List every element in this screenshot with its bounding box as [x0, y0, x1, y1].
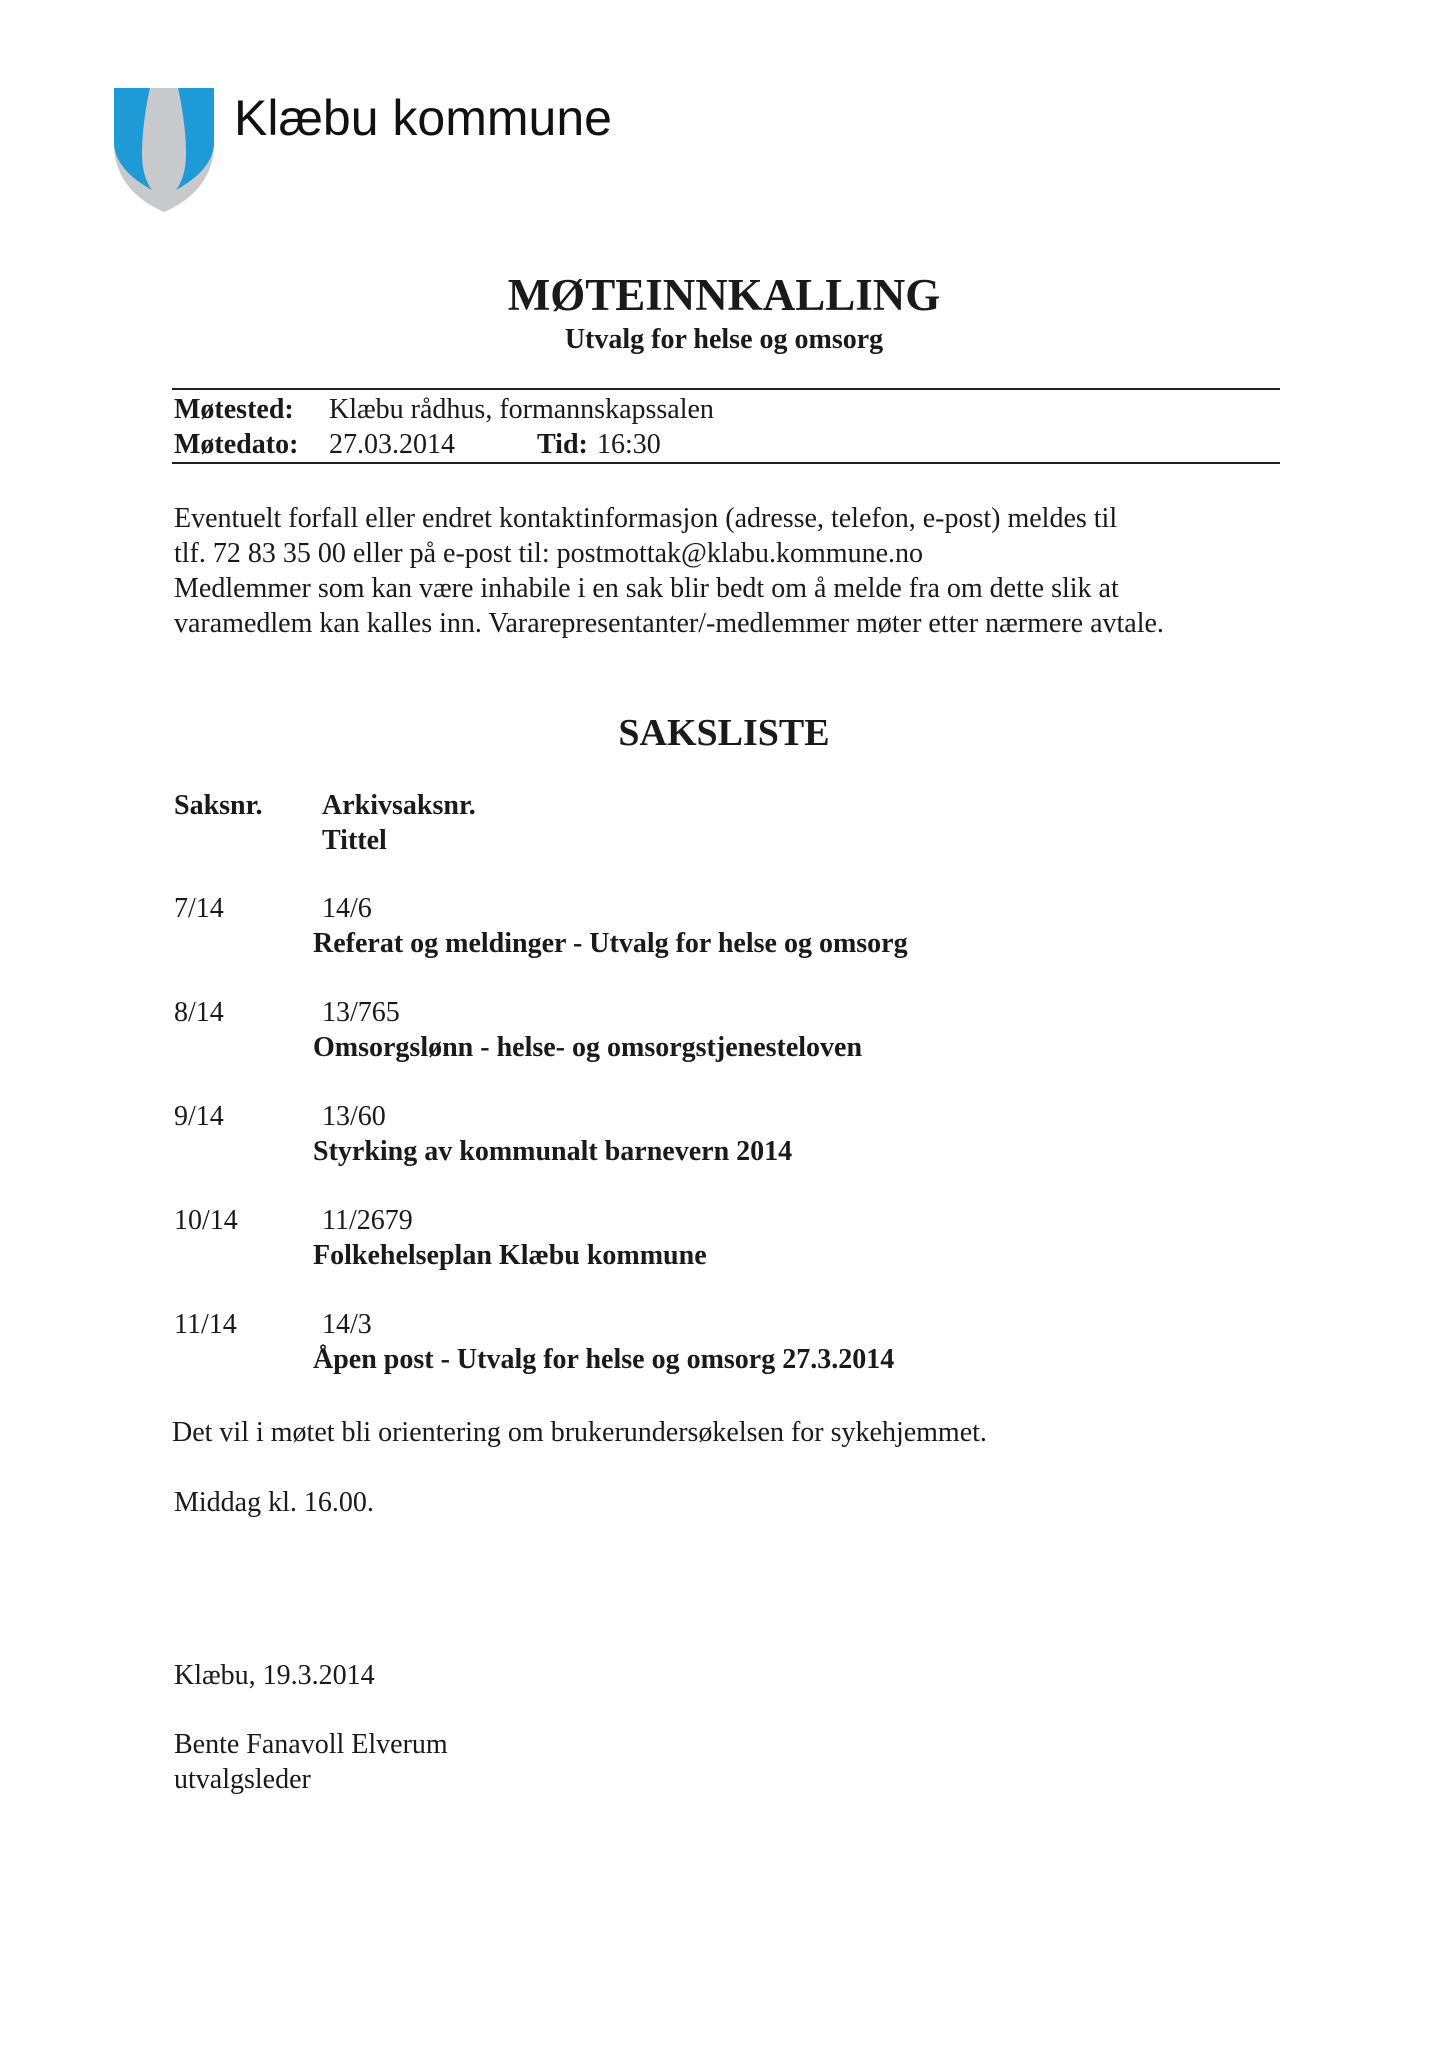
column-header-tittel: Tittel	[322, 825, 387, 856]
agenda-item-arkivsaksnr: 14/6	[322, 893, 372, 924]
agenda-item-title: Folkehelseplan Klæbu kommune	[313, 1240, 707, 1271]
agenda-item-arkivsaksnr: 14/3	[322, 1309, 372, 1340]
agenda-item-arkivsaksnr: 13/60	[322, 1101, 386, 1132]
meeting-time-value: 16:30	[597, 429, 661, 460]
agenda-title: SAKSLISTE	[618, 712, 830, 754]
agenda-item-saksnr: 8/14	[174, 997, 224, 1028]
notice-paragraph	[174, 501, 1294, 641]
agenda-item-saksnr: 7/14	[174, 893, 224, 924]
orientation-note: Det vil i møtet bli orientering om brukerundersøkelsen for sykehjemmet.	[172, 1417, 987, 1448]
agenda-item-saksnr: 9/14	[174, 1101, 224, 1132]
document-title: MØTEINNKALLING	[507, 270, 941, 320]
notice-line: Medlemmer som kan være inhabile i en sak blir bedt om å melde fra om dette slik at	[174, 573, 1119, 604]
signer-title: utvalgsleder	[174, 1764, 311, 1795]
place-and-date: Klæbu, 19.3.2014	[174, 1660, 375, 1691]
column-header-arkivsaksnr: Arkivsaksnr.	[322, 790, 476, 821]
agenda-item-title: Styrking av kommunalt barnevern 2014	[313, 1136, 793, 1167]
notice-line: Eventuelt forfall eller endret kontaktinformasjon (adresse, telefon, e-post) meldes til	[174, 503, 1118, 534]
notice-line: tlf. 72 83 35 00 eller på e-post til: postmottak@klabu.kommune.no	[174, 538, 924, 569]
notice-line: varamedlem kan kalles inn. Vararepresentanter/-medlemmer møter etter nærmere avtale.	[174, 608, 1164, 639]
meeting-place-value: Klæbu rådhus, formannskapssalen	[329, 394, 714, 425]
signer-name: Bente Fanavoll Elverum	[174, 1729, 448, 1760]
meeting-time-label: Tid:	[537, 429, 588, 460]
meeting-place-label: Møtested:	[174, 394, 294, 425]
dinner-note: Middag kl. 16.00.	[174, 1487, 374, 1518]
organization-name: Klæbu kommune	[234, 90, 612, 146]
agenda-item-title: Omsorgslønn - helse- og omsorgstjenesteloven	[313, 1032, 863, 1063]
agenda-item-arkivsaksnr: 11/2679	[322, 1205, 413, 1236]
agenda-item-title: Referat og meldinger - Utvalg for helse og omsorg	[313, 928, 908, 959]
agenda-item-arkivsaksnr: 13/765	[322, 997, 400, 1028]
column-header-saksnr: Saksnr.	[174, 790, 263, 821]
agenda-item-saksnr: 11/14	[174, 1309, 237, 1340]
document-subtitle: Utvalg for helse og omsorg	[564, 324, 884, 355]
divider-top	[172, 388, 1280, 390]
agenda-item-title: Åpen post - Utvalg for helse og omsorg 27.3.2014	[313, 1344, 895, 1375]
agenda-item-saksnr: 10/14	[174, 1205, 238, 1236]
coat-of-arms-logo	[112, 86, 216, 214]
divider-bottom	[172, 462, 1280, 464]
meeting-date-value: 27.03.2014	[329, 429, 455, 460]
meeting-date-label: Møtedato:	[174, 429, 299, 460]
